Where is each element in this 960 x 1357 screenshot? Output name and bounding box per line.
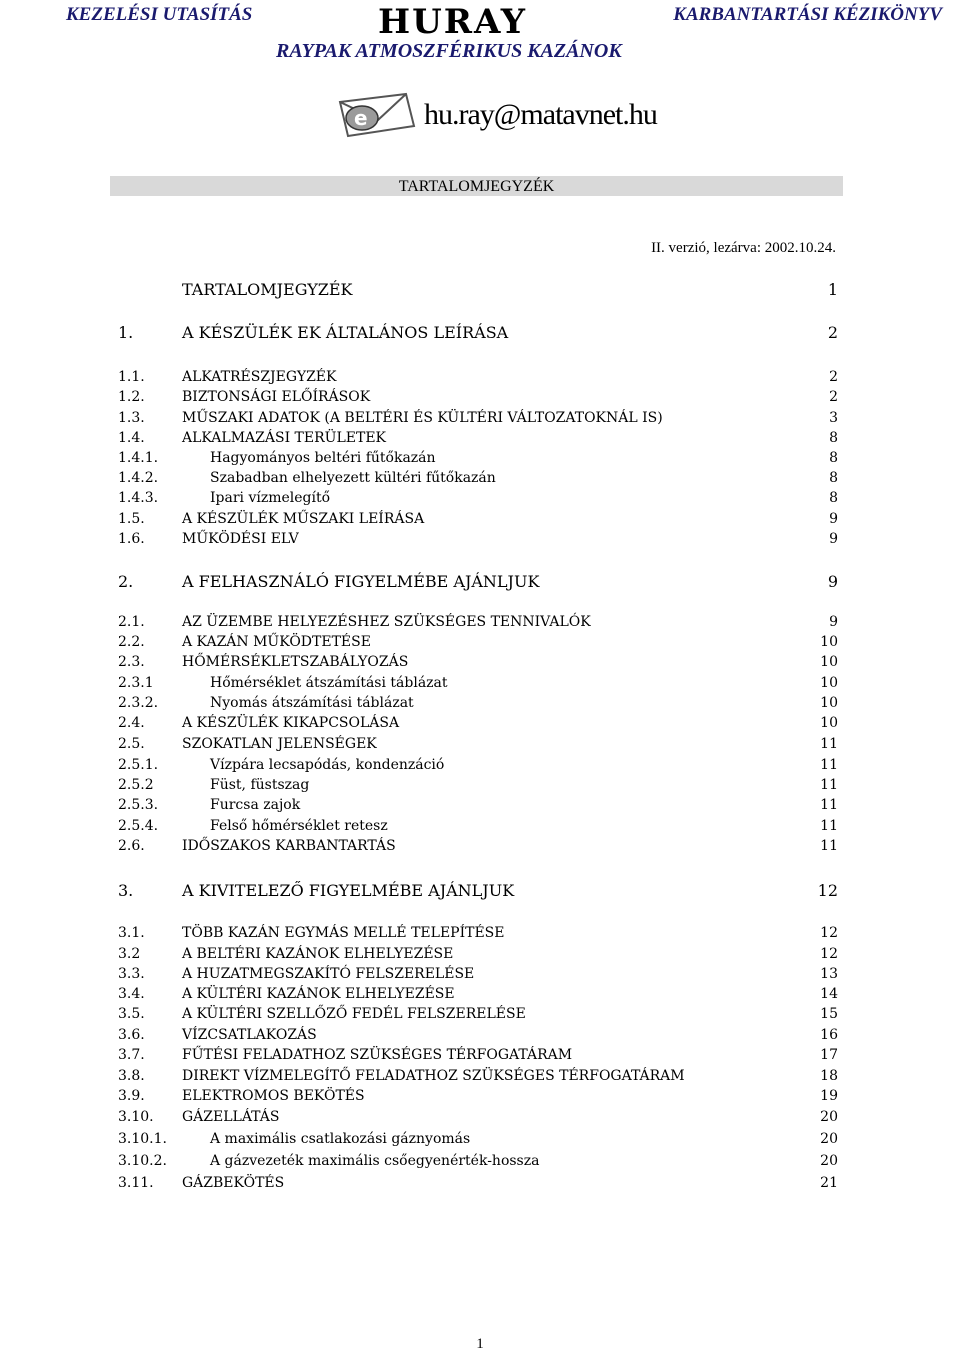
toc-entry[interactable] bbox=[0, 838, 960, 858]
toc-entry-number: 2.3.1 bbox=[118, 675, 154, 691]
toc-entry-number: 2.2. bbox=[118, 634, 145, 650]
toc-entry[interactable] bbox=[0, 1027, 960, 1047]
toc-entry-title[interactable]: DIREKT VÍZMELEGÍTŐ FELADATHOZ SZÜKSÉGES TÉRFOGATÁRAM bbox=[182, 1068, 685, 1084]
toc-entry-title[interactable]: A KIVITELEZŐ FIGYELMÉBE AJÁNLJUK bbox=[182, 881, 515, 900]
toc-entry-number: 1.4.1. bbox=[118, 450, 159, 466]
toc-entry[interactable] bbox=[0, 323, 960, 343]
email-address[interactable]: hu.ray@matavnet.hu bbox=[424, 98, 657, 131]
toc-entry-page: 9 bbox=[827, 572, 838, 591]
toc-entry-page: 21 bbox=[820, 1175, 838, 1191]
toc-entry[interactable] bbox=[0, 410, 960, 430]
toc-entry[interactable] bbox=[0, 757, 960, 777]
toc-entry-page: 2 bbox=[827, 323, 838, 342]
toc-entry[interactable] bbox=[0, 490, 960, 510]
toc-entry-page: 10 bbox=[820, 695, 838, 711]
toc-entry-title[interactable]: SZOKATLAN JELENSÉGEK bbox=[182, 736, 377, 752]
toc-entry-page: 9 bbox=[829, 614, 838, 630]
toc-entry-number: 3.10.1. bbox=[118, 1131, 167, 1147]
toc-entry-number: 1.2. bbox=[118, 389, 145, 405]
toc-entry[interactable] bbox=[0, 777, 960, 797]
toc-entry-number: 1.4. bbox=[118, 430, 145, 446]
toc-entry-page: 12 bbox=[820, 925, 838, 941]
toc-entry-page: 18 bbox=[820, 1068, 838, 1084]
toc-entry[interactable] bbox=[0, 654, 960, 674]
toc-entry-page: 8 bbox=[829, 450, 838, 466]
toc-entry[interactable] bbox=[0, 715, 960, 735]
toc-entry-page: 14 bbox=[820, 986, 838, 1002]
toc-entry-number: 3.2 bbox=[118, 946, 141, 962]
toc-entry-title[interactable]: A KÉSZÜLÉK EK ÁLTALÁNOS LEÍRÁSA bbox=[182, 323, 509, 342]
toc-entry-title[interactable]: FŰTÉSI FELADATHOZ SZÜKSÉGES TÉRFOGATÁRAM bbox=[182, 1047, 573, 1063]
toc-entry[interactable] bbox=[0, 1006, 960, 1026]
toc-entry-page: 2 bbox=[829, 389, 838, 405]
toc-entry-number: 3.9. bbox=[118, 1088, 145, 1104]
toc-entry[interactable] bbox=[0, 966, 960, 986]
toc-entry-page: 11 bbox=[820, 777, 838, 793]
toc-entry-page: 12 bbox=[817, 881, 838, 900]
toc-entry-title[interactable]: Hagyományos beltéri fűtőkazán bbox=[210, 450, 436, 466]
toc-entry-page: 15 bbox=[820, 1006, 838, 1022]
toc-entry-title[interactable]: Furcsa zajok bbox=[210, 797, 301, 813]
toc-entry-title[interactable]: A maximális csatlakozási gáznyomás bbox=[210, 1131, 471, 1147]
toc-entry-number: 1.3. bbox=[118, 410, 145, 426]
toc-entry-title[interactable]: A KAZÁN MŰKÖDTETÉSE bbox=[182, 634, 371, 650]
toc-entry-title[interactable]: ELEKTROMOS BEKÖTÉS bbox=[182, 1088, 365, 1104]
toc-entry[interactable] bbox=[0, 1109, 960, 1129]
toc-entry[interactable] bbox=[0, 736, 960, 756]
toc-entry-page: 11 bbox=[820, 736, 838, 752]
toc-entry[interactable] bbox=[0, 614, 960, 634]
toc-entry[interactable] bbox=[0, 450, 960, 470]
toc-entry-number: 3.10.2. bbox=[118, 1153, 167, 1169]
toc-entry-number: 2.4. bbox=[118, 715, 145, 731]
toc-entry-page: 16 bbox=[820, 1027, 838, 1043]
toc-entry[interactable] bbox=[0, 881, 960, 901]
toc-entry-title[interactable]: GÁZBEKÖTÉS bbox=[182, 1175, 285, 1191]
toc-entry-title[interactable]: A HUZATMEGSZAKÍTÓ FELSZERELÉSE bbox=[182, 966, 475, 982]
toc-entry-title[interactable]: Hőmérséklet átszámítási táblázat bbox=[210, 675, 448, 691]
toc-entry-title[interactable]: A FELHASZNÁLÓ FIGYELMÉBE AJÁNLJUK bbox=[182, 572, 540, 591]
e-mail-envelope-icon bbox=[336, 92, 418, 138]
toc-entry-number: 3.3. bbox=[118, 966, 145, 982]
toc-entry-number: 2.5.1. bbox=[118, 757, 159, 773]
toc-entry-number: 3.8. bbox=[118, 1068, 145, 1084]
toc-entry-number: 1.5. bbox=[118, 511, 145, 527]
toc-entry[interactable] bbox=[0, 675, 960, 695]
toc-entry-number: 3.10. bbox=[118, 1109, 154, 1125]
toc-entry[interactable] bbox=[0, 1047, 960, 1067]
toc-entry-title[interactable]: A gázvezeték maximális csőegyenérték-hossza bbox=[210, 1153, 540, 1169]
toc-entry[interactable] bbox=[0, 695, 960, 715]
toc-entry-page: 8 bbox=[829, 490, 838, 506]
toc-entry-number: 3.4. bbox=[118, 986, 145, 1002]
toc-entry-page: 9 bbox=[829, 531, 838, 547]
toc-entry[interactable] bbox=[0, 1153, 960, 1173]
toc-entry-title[interactable]: MŰKÖDÉSI ELV bbox=[182, 531, 299, 547]
toc-entry-page: 2 bbox=[829, 369, 838, 385]
toc-entry-title[interactable]: HŐMÉRSÉKLETSZABÁLYOZÁS bbox=[182, 654, 409, 670]
toc-entry-number: 1.1. bbox=[118, 369, 145, 385]
toc-entry-page: 12 bbox=[820, 946, 838, 962]
toc-entry-page: 20 bbox=[820, 1153, 838, 1169]
toc-entry[interactable] bbox=[0, 572, 960, 592]
toc-entry-page: 9 bbox=[829, 511, 838, 527]
toc-entry-page: 10 bbox=[820, 715, 838, 731]
toc-entry-title[interactable]: ALKALMAZÁSI TERÜLETEK bbox=[182, 430, 386, 446]
toc-entry[interactable] bbox=[0, 280, 960, 300]
toc-entry-title[interactable]: ALKATRÉSZJEGYZÉK bbox=[182, 369, 337, 385]
toc-entry-page: 11 bbox=[820, 818, 838, 834]
toc-entry[interactable] bbox=[0, 1131, 960, 1151]
toc-entry-title[interactable]: Nyomás átszámítási táblázat bbox=[210, 695, 414, 711]
toc-entry-number: 3.11. bbox=[118, 1175, 154, 1191]
document-subtitle: RAYPAK ATMOSZFÉRIKUS KAZÁNOK bbox=[276, 40, 622, 62]
toc-entry-page: 8 bbox=[829, 470, 838, 486]
toc-entry-title[interactable]: AZ ÜZEMBE HELYEZÉSHEZ SZÜKSÉGES TENNIVALÓK bbox=[182, 614, 591, 630]
toc-entry-title[interactable]: Felső hőmérséklet retesz bbox=[210, 818, 388, 834]
toc-entry[interactable] bbox=[0, 369, 960, 389]
toc-entry-page: 19 bbox=[820, 1088, 838, 1104]
toc-entry-number: 2.5. bbox=[118, 736, 145, 752]
toc-entry[interactable] bbox=[0, 470, 960, 490]
toc-entry-page: 11 bbox=[820, 838, 838, 854]
toc-entry-number: 2.5.3. bbox=[118, 797, 159, 813]
toc-entry-number: 3.7. bbox=[118, 1047, 145, 1063]
toc-entry-title[interactable]: Vízpára lecsapódás, kondenzáció bbox=[210, 757, 445, 773]
toc-entry-title[interactable]: A BELTÉRI KAZÁNOK ELHELYEZÉSE bbox=[182, 946, 454, 962]
toc-entry-title[interactable]: TÖBB KAZÁN EGYMÁS MELLÉ TELEPÍTÉSE bbox=[182, 925, 505, 941]
header-left-title: KEZELÉSI UTASÍTÁS bbox=[66, 4, 253, 25]
toc-entry-number: 2.5.4. bbox=[118, 818, 159, 834]
toc-entry[interactable] bbox=[0, 797, 960, 817]
toc-entry-title[interactable]: A KÜLTÉRI KAZÁNOK ELHELYEZÉSE bbox=[182, 986, 455, 1002]
page-number: 1 bbox=[476, 1336, 484, 1352]
toc-entry-number: 2.5.2 bbox=[118, 777, 154, 793]
toc-entry-number: 3.6. bbox=[118, 1027, 145, 1043]
toc-entry-number: 2.3. bbox=[118, 654, 145, 670]
toc-entry[interactable] bbox=[0, 1068, 960, 1088]
toc-entry-title[interactable]: Ipari vízmelegítő bbox=[210, 490, 331, 506]
toc-entry-number: 2.3.2. bbox=[118, 695, 159, 711]
toc-entry-title[interactable]: BIZTONSÁGI ELŐÍRÁSOK bbox=[182, 389, 371, 405]
toc-entry-title[interactable]: A KÉSZÜLÉK KIKAPCSOLÁSA bbox=[182, 715, 400, 731]
toc-entry-title[interactable]: Füst, füstszag bbox=[210, 777, 310, 793]
toc-entry-number: 2.6. bbox=[118, 838, 145, 854]
toc-entry[interactable] bbox=[0, 389, 960, 409]
toc-entry-title[interactable]: Szabadban elhelyezett kültéri fűtőkazán bbox=[210, 470, 496, 486]
toc-entry[interactable] bbox=[0, 430, 960, 450]
toc-entry-number: 3.5. bbox=[118, 1006, 145, 1022]
toc-entry-title[interactable]: IDŐSZAKOS KARBANTARTÁS bbox=[182, 838, 396, 854]
version-note: II. verzió, lezárva: 2002.10.24. bbox=[651, 240, 836, 256]
toc-entry-page: 20 bbox=[820, 1109, 838, 1125]
toc-entry-title[interactable]: A KÜLTÉRI SZELLŐZŐ FEDÉL FELSZERELÉSE bbox=[182, 1006, 526, 1022]
toc-entry[interactable] bbox=[0, 986, 960, 1006]
toc-entry-page: 8 bbox=[829, 430, 838, 446]
toc-entry-page: 17 bbox=[820, 1047, 838, 1063]
toc-entry-title[interactable]: TARTALOMJEGYZÉK bbox=[182, 280, 353, 299]
toc-banner: TARTALOMJEGYZÉK bbox=[110, 176, 843, 196]
toc-entry-title[interactable]: VÍZCSATLAKOZÁS bbox=[182, 1027, 317, 1043]
toc-entry-number: 3. bbox=[118, 881, 134, 900]
toc-entry-title[interactable]: GÁZELLÁTÁS bbox=[182, 1109, 280, 1125]
toc-entry[interactable] bbox=[0, 634, 960, 654]
toc-entry-number: 3.1. bbox=[118, 925, 145, 941]
toc-entry[interactable] bbox=[0, 818, 960, 838]
toc-entry-title[interactable]: MŰSZAKI ADATOK (A BELTÉRI ÉS KÜLTÉRI VÁLTOZATOKNÁL IS) bbox=[182, 410, 663, 426]
toc-entry[interactable] bbox=[0, 511, 960, 531]
toc-entry-page: 10 bbox=[820, 634, 838, 650]
toc-entry-page: 3 bbox=[829, 410, 838, 426]
toc-entry-number: 2.1. bbox=[118, 614, 145, 630]
toc-entry[interactable] bbox=[0, 925, 960, 945]
toc-entry-page: 10 bbox=[820, 675, 838, 691]
toc-entry-number: 1.6. bbox=[118, 531, 145, 547]
toc-entry-number: 1.4.2. bbox=[118, 470, 159, 486]
toc-entry[interactable] bbox=[0, 531, 960, 551]
toc-entry[interactable] bbox=[0, 1088, 960, 1108]
brand-logo: HURAY bbox=[378, 2, 527, 42]
toc-entry-title[interactable]: A KÉSZÜLÉK MŰSZAKI LEÍRÁSA bbox=[182, 511, 425, 527]
toc-entry-page: 11 bbox=[820, 757, 838, 773]
svg-text:e: e bbox=[354, 106, 368, 130]
toc-entry-page: 11 bbox=[820, 797, 838, 813]
toc-entry-page: 20 bbox=[820, 1131, 838, 1147]
toc-entry-number: 1. bbox=[118, 323, 134, 342]
toc-entry-number: 2. bbox=[118, 572, 134, 591]
toc-entry-page: 1 bbox=[827, 280, 838, 299]
toc-entry[interactable] bbox=[0, 946, 960, 966]
toc-entry-page: 13 bbox=[820, 966, 838, 982]
toc-entry-page: 10 bbox=[820, 654, 838, 670]
toc-entry[interactable] bbox=[0, 1175, 960, 1195]
header-right-title: KARBANTARTÁSI KÉZIKÖNYV bbox=[673, 4, 942, 25]
toc-entry-number: 1.4.3. bbox=[118, 490, 159, 506]
